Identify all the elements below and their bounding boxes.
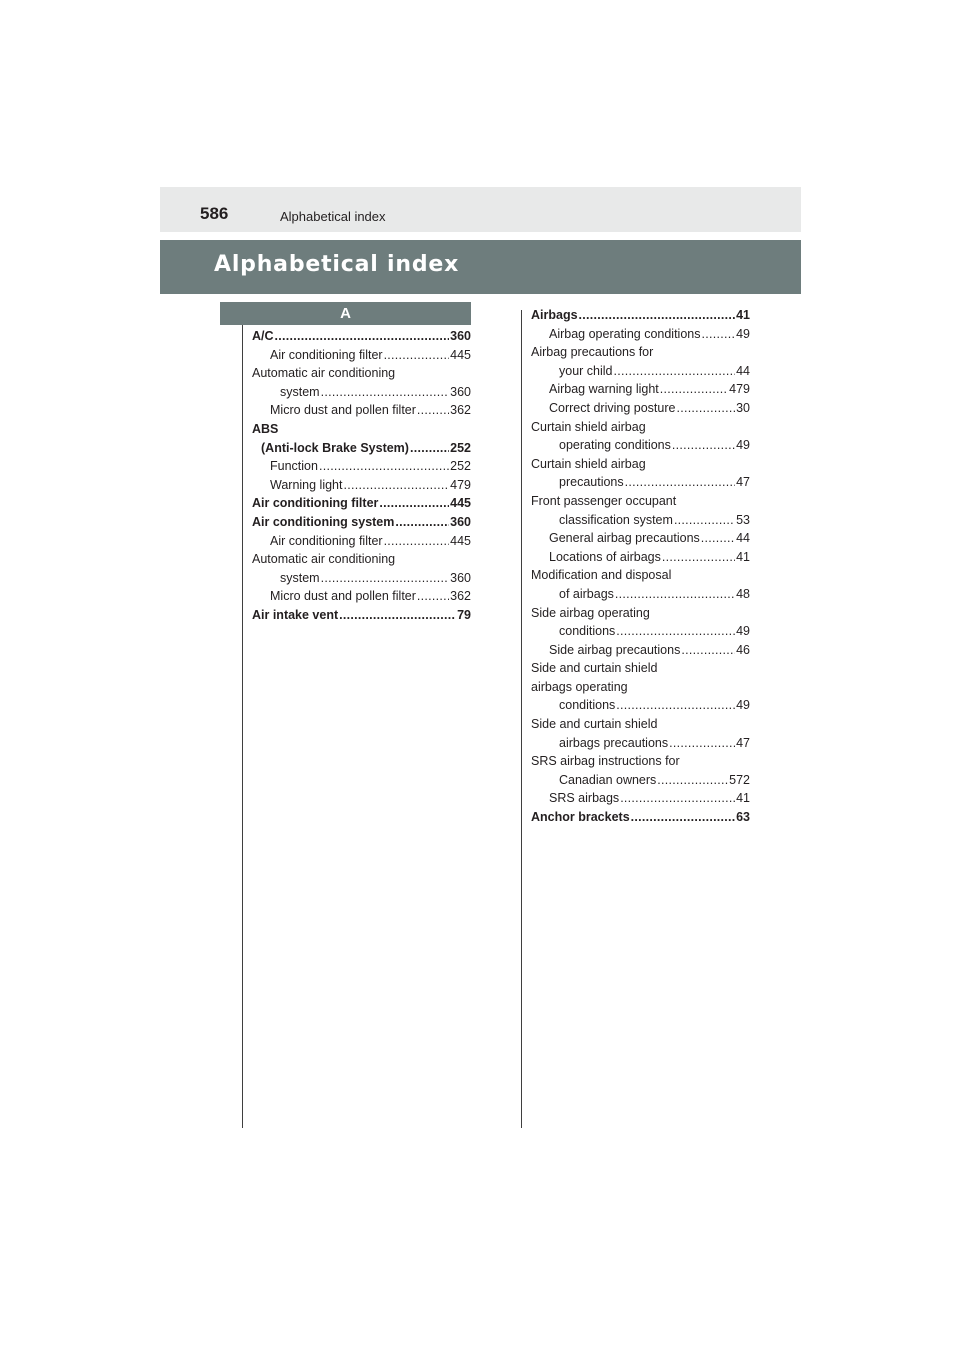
index-entry-page: 479 <box>729 382 750 397</box>
page-number: 586 <box>200 204 229 223</box>
page-title: Alphabetical index <box>214 252 460 277</box>
index-entry-text: Locations of airbags <box>549 549 661 564</box>
index-entry-text: Canadian owners <box>559 772 657 787</box>
dot-leader <box>384 346 450 365</box>
index-entry[interactable] <box>531 418 750 437</box>
index-entry-page: 30 <box>736 400 750 415</box>
index-entry[interactable] <box>531 771 750 790</box>
dot-leader <box>417 401 449 420</box>
index-entry-text: Side and curtain shield <box>531 717 658 732</box>
index-entry[interactable] <box>531 492 750 511</box>
running-head: Alphabetical index <box>280 209 386 224</box>
title-bar <box>160 240 801 294</box>
dot-leader <box>674 511 735 530</box>
index-entry-page: 79 <box>457 607 471 622</box>
dot-leader <box>631 808 735 827</box>
index-entry-page: 49 <box>736 624 750 639</box>
index-entry-page: 41 <box>736 308 750 322</box>
index-entry[interactable] <box>531 436 750 455</box>
index-entry-page: 360 <box>450 384 471 399</box>
index-entry-text: Airbag operating conditions <box>549 326 701 341</box>
index-entry[interactable] <box>252 532 471 551</box>
dot-leader <box>275 327 450 346</box>
index-entry-page: 445 <box>450 496 471 511</box>
dot-leader <box>669 734 735 753</box>
dot-leader <box>395 513 449 532</box>
index-entry[interactable] <box>531 566 750 585</box>
index-entry-page: 572 <box>729 772 750 787</box>
index-entry[interactable] <box>531 789 750 808</box>
index-entry-text: system <box>280 570 320 585</box>
dot-leader <box>625 473 735 492</box>
index-entry[interactable] <box>531 641 750 660</box>
index-entry[interactable] <box>252 476 471 495</box>
index-entry-text: system <box>280 384 320 399</box>
index-entry-page: 49 <box>736 326 750 341</box>
index-entry[interactable] <box>252 513 471 532</box>
index-entry-page: 49 <box>736 438 750 453</box>
index-entry-text: Air conditioning system <box>252 514 395 529</box>
index-entry-text: Air intake vent <box>252 607 339 622</box>
index-entry-text: precautions <box>559 475 624 490</box>
index-entry-page: 360 <box>450 329 471 343</box>
index-entry[interactable] <box>252 420 471 439</box>
index-entry-text: Side airbag precautions <box>549 642 681 657</box>
index-entry-page: 53 <box>736 512 750 527</box>
dot-leader <box>319 457 449 476</box>
index-entry-text: Curtain shield airbag <box>531 456 646 471</box>
dot-leader <box>417 587 449 606</box>
index-entry[interactable] <box>531 455 750 474</box>
dot-leader <box>384 532 450 551</box>
index-entry[interactable] <box>531 306 750 325</box>
index-entry-page: 445 <box>450 533 471 548</box>
index-entry-text: Warning light <box>270 477 343 492</box>
index-entry-page: 252 <box>450 459 471 474</box>
index-entry[interactable] <box>252 383 471 402</box>
index-entry[interactable] <box>531 473 750 492</box>
index-entry[interactable] <box>252 457 471 476</box>
index-entry-text: classification system <box>559 512 673 527</box>
dot-leader <box>620 789 735 808</box>
index-entry[interactable] <box>531 548 750 567</box>
dot-leader <box>410 439 449 458</box>
index-entry[interactable] <box>531 808 750 827</box>
index-entry-text: SRS airbags <box>549 791 620 806</box>
index-entry-text: A/C <box>252 329 274 343</box>
index-entry[interactable] <box>531 529 750 548</box>
index-entry[interactable] <box>252 364 471 383</box>
index-entry-text: Side and curtain shield <box>531 661 658 676</box>
index-entry[interactable] <box>531 715 750 734</box>
dot-leader <box>615 585 735 604</box>
dot-leader <box>660 380 728 399</box>
index-entry-text: airbags precautions <box>559 735 669 750</box>
index-entry-page: 41 <box>736 791 750 806</box>
index-entry-text: conditions <box>559 624 616 639</box>
index-entry[interactable] <box>531 604 750 623</box>
index-entry[interactable] <box>252 494 471 513</box>
index-entry-page: 360 <box>450 570 471 585</box>
index-column-left <box>252 327 471 625</box>
index-entry-text: your child <box>559 363 613 378</box>
index-entry[interactable] <box>531 696 750 715</box>
section-letter-bar: A <box>220 302 471 325</box>
index-entry[interactable] <box>252 327 471 346</box>
index-entry-text: Side airbag operating <box>531 605 650 620</box>
index-entry-text: Anchor brackets <box>531 810 630 825</box>
index-entry-text: Function <box>270 459 318 474</box>
index-entry-text: Modification and disposal <box>531 568 672 583</box>
index-entry-text: (Anti-lock Brake System) <box>261 440 409 455</box>
index-entry-text: conditions <box>559 698 616 713</box>
dot-leader <box>321 569 450 588</box>
index-entry[interactable] <box>531 399 750 418</box>
index-entry-text: Automatic air conditioning <box>252 552 396 567</box>
index-entry-page: 362 <box>450 403 471 418</box>
dot-leader <box>702 325 736 344</box>
index-entry[interactable] <box>531 511 750 530</box>
index-entry[interactable] <box>531 343 750 362</box>
index-entry-page: 479 <box>450 477 471 492</box>
index-entry-text: Airbags <box>531 308 578 322</box>
dot-leader <box>616 622 735 641</box>
index-entry-page: 362 <box>450 589 471 604</box>
dot-leader <box>339 606 456 625</box>
dot-leader <box>616 696 735 715</box>
index-entry[interactable] <box>252 439 471 458</box>
index-entry-text: Curtain shield airbag <box>531 419 646 434</box>
index-entry-text: Micro dust and pollen filter <box>270 403 416 418</box>
index-entry-page: 41 <box>736 549 750 564</box>
index-entry-text: Front passenger occupant <box>531 493 677 508</box>
dot-leader <box>344 476 450 495</box>
index-entry[interactable] <box>252 401 471 420</box>
index-entry-text: General airbag precautions <box>549 531 700 546</box>
dot-leader <box>379 494 449 513</box>
dot-leader <box>681 641 735 660</box>
index-entry-page: 360 <box>450 514 471 529</box>
index-entry[interactable] <box>531 734 750 753</box>
index-entry-text: Correct driving posture <box>549 400 676 415</box>
index-entry[interactable] <box>252 587 471 606</box>
index-entry-page: 48 <box>736 586 750 601</box>
index-entry-text: operating conditions <box>559 438 671 453</box>
index-entry-text: Micro dust and pollen filter <box>270 589 416 604</box>
index-entry[interactable] <box>252 346 471 365</box>
dot-leader <box>676 399 735 418</box>
index-entry-text: Automatic air conditioning <box>252 366 396 381</box>
index-entry[interactable] <box>531 678 750 697</box>
index-entry-text: airbags operating <box>531 679 628 694</box>
index-entry[interactable] <box>252 606 471 625</box>
index-entry-text: of airbags <box>559 586 614 601</box>
index-entry-text: Airbag warning light <box>549 382 659 397</box>
index-entry-text: SRS airbag instructions for <box>531 754 680 769</box>
index-entry[interactable] <box>531 585 750 604</box>
header-bar <box>160 187 801 232</box>
column-divider-right <box>521 310 522 1128</box>
index-entry-text: ABS <box>252 421 279 436</box>
index-entry-page: 445 <box>450 347 471 362</box>
column-divider-left <box>242 302 243 1128</box>
index-entry[interactable] <box>531 752 750 771</box>
dot-leader <box>657 771 728 790</box>
index-entry-page: 47 <box>736 475 750 490</box>
index-entry-page: 63 <box>736 810 750 825</box>
dot-leader <box>701 529 735 548</box>
dot-leader <box>321 383 450 402</box>
index-column-right <box>531 306 750 827</box>
index-entry-text: Air conditioning filter <box>270 347 383 362</box>
dot-leader <box>662 548 735 567</box>
index-entry[interactable] <box>531 622 750 641</box>
index-entry-page: 47 <box>736 735 750 750</box>
index-entry[interactable] <box>531 380 750 399</box>
index-entry-page: 46 <box>736 642 750 657</box>
index-entry-page: 49 <box>736 698 750 713</box>
dot-leader <box>614 362 736 381</box>
index-entry-text: Air conditioning filter <box>270 533 383 548</box>
dot-leader <box>579 306 736 325</box>
index-entry-text: Air conditioning filter <box>252 496 379 511</box>
index-entry[interactable] <box>531 362 750 381</box>
index-entry-text: Airbag precautions for <box>531 345 654 360</box>
index-entry[interactable] <box>531 325 750 344</box>
index-entry-page: 44 <box>736 363 750 378</box>
index-entry[interactable] <box>531 659 750 678</box>
index-entry[interactable] <box>252 569 471 588</box>
index-entry-page: 44 <box>736 531 750 546</box>
index-entry-page: 252 <box>450 440 471 455</box>
dot-leader <box>672 436 735 455</box>
index-entry[interactable] <box>252 550 471 569</box>
